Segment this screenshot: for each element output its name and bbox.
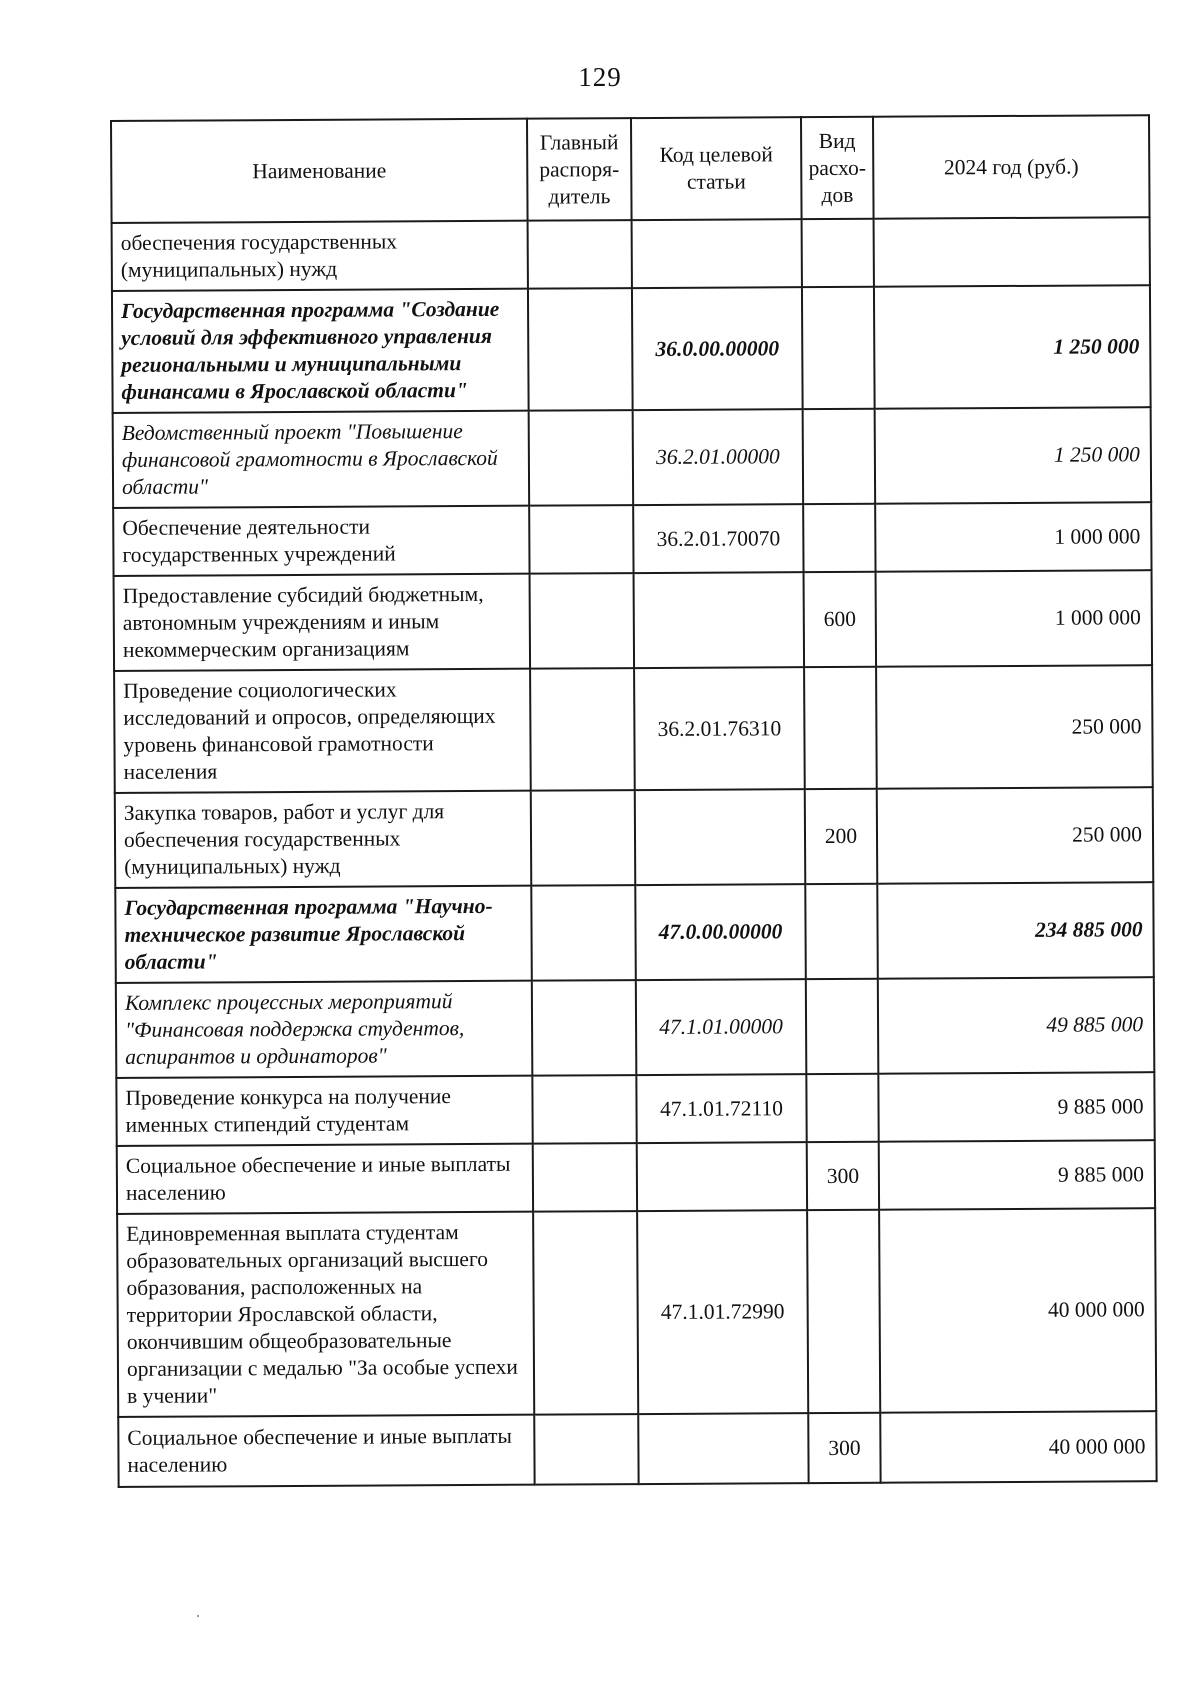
- table-row: [116, 977, 1155, 1078]
- row-amount: 250 000: [877, 787, 1154, 884]
- header-chief-manager: Главный распоря-дитель: [527, 118, 632, 221]
- row-amount: 1 000 000: [876, 570, 1153, 667]
- row-manager: [529, 505, 633, 574]
- row-kind: [802, 287, 875, 409]
- row-name: Закупка товаров, работ и услуг для обеспечения государственных (муниципальных) нужд: [115, 791, 532, 888]
- row-kind: [806, 979, 879, 1074]
- row-code: [635, 789, 806, 885]
- row-code: 36.2.01.70070: [633, 504, 803, 573]
- row-code: [637, 1142, 807, 1211]
- table-row: [118, 1411, 1156, 1487]
- table-row: [114, 570, 1153, 671]
- row-name: Государственная программа "Создание условий для эффективного управления региональными и муниципальными финансами в Ярославской области": [112, 289, 529, 413]
- row-code: 36.2.01.76310: [634, 667, 805, 790]
- row-kind: 200: [805, 789, 878, 884]
- row-amount: 250 000: [876, 665, 1153, 789]
- table-row: [116, 1072, 1154, 1146]
- row-manager: [531, 885, 636, 981]
- row-name: Единовременная выплата студентам образовательных организаций высшего образования, расположенных на территории Ярославской области, окончившим общеобразовательные организации с медалью "За особые успехи в учении": [117, 1212, 534, 1417]
- row-manager: [530, 668, 635, 791]
- row-name: Проведение социологических исследований и опросов, определяющих уровень финансовой грамотности населения: [114, 669, 531, 793]
- row-amount: 9 885 000: [879, 1140, 1155, 1210]
- row-amount: 40 000 000: [879, 1208, 1156, 1413]
- row-manager: [531, 790, 636, 886]
- table-row: [113, 502, 1151, 576]
- row-name: Проведение конкурса на получение именных стипендий студентам: [116, 1076, 532, 1146]
- row-code: [632, 219, 802, 288]
- table-row: [112, 285, 1151, 413]
- table-row: [112, 217, 1150, 291]
- row-name: обеспечения государственных (муниципальных) нужд: [112, 221, 528, 291]
- row-kind: 300: [807, 1142, 879, 1210]
- table-header-row: [111, 115, 1150, 223]
- row-name: Предоставление субсидий бюджетным, автономным учреждениям и иным некоммерческим организациям: [114, 574, 531, 671]
- row-amount: 49 885 000: [878, 977, 1155, 1074]
- header-target-code: Код целевой статьи: [631, 117, 802, 220]
- row-kind: 300: [808, 1413, 880, 1483]
- row-kind: [806, 1074, 878, 1142]
- table-row: [113, 407, 1152, 508]
- row-kind: [803, 504, 875, 572]
- row-kind: [804, 667, 877, 789]
- row-name: Государственная программа "Научно-техническое развитие Ярославской области": [115, 886, 532, 983]
- row-code: [634, 572, 805, 668]
- row-name: Социальное обеспечение и иные выплаты населению: [117, 1144, 533, 1214]
- row-manager: [528, 288, 633, 411]
- header-name: Наименование: [111, 119, 528, 223]
- row-name: Социальное обеспечение и иные выплаты населению: [118, 1415, 534, 1487]
- row-name: Обеспечение деятельности государственных учреждений: [113, 506, 529, 576]
- row-amount: 1 000 000: [875, 502, 1151, 572]
- row-manager: [532, 980, 637, 1076]
- row-manager: [533, 1211, 638, 1415]
- page-number: 129: [578, 62, 622, 92]
- row-code: [638, 1413, 808, 1484]
- row-kind: [807, 1210, 880, 1413]
- header-year-2024: 2024 год (руб.): [873, 115, 1150, 219]
- row-code: 47.0.00.00000: [635, 884, 806, 980]
- table-row: [117, 1140, 1155, 1214]
- table-row: [114, 665, 1153, 793]
- row-manager: [530, 573, 635, 669]
- row-name: Ведомственный проект "Повышение финансовой грамотности в Ярославской области": [113, 411, 530, 508]
- row-amount: 9 885 000: [878, 1072, 1154, 1142]
- table-row: [117, 1208, 1156, 1417]
- row-manager: [528, 220, 632, 289]
- row-kind: [802, 219, 874, 287]
- row-amount: 234 885 000: [877, 882, 1154, 979]
- row-kind: [805, 884, 878, 979]
- table-row: [115, 787, 1154, 888]
- scan-speck: [197, 1615, 199, 1617]
- row-manager: [533, 1143, 637, 1212]
- row-kind: [803, 409, 876, 504]
- row-amount: [874, 217, 1150, 287]
- row-code: 47.1.01.72990: [637, 1210, 808, 1414]
- row-amount: 40 000 000: [880, 1411, 1156, 1483]
- row-code: 47.1.01.00000: [636, 979, 807, 1075]
- row-code: 47.1.01.72110: [636, 1074, 806, 1143]
- row-kind: 600: [804, 572, 877, 667]
- row-manager: [529, 410, 634, 506]
- row-code: 36.0.00.00000: [632, 287, 803, 410]
- row-manager: [534, 1414, 638, 1485]
- table-row: [115, 882, 1154, 983]
- row-manager: [532, 1075, 636, 1144]
- budget-table-wrapper: [110, 114, 1156, 1488]
- budget-table: [110, 114, 1158, 1488]
- row-amount: 1 250 000: [874, 285, 1151, 409]
- row-amount: 1 250 000: [875, 407, 1152, 504]
- row-name: Комплекс процессных мероприятий "Финансовая поддержка студентов, аспирантов и ординаторов": [116, 981, 533, 1078]
- header-expense-type: Вид расхо-дов: [801, 117, 874, 219]
- row-code: 36.2.01.00000: [633, 409, 804, 505]
